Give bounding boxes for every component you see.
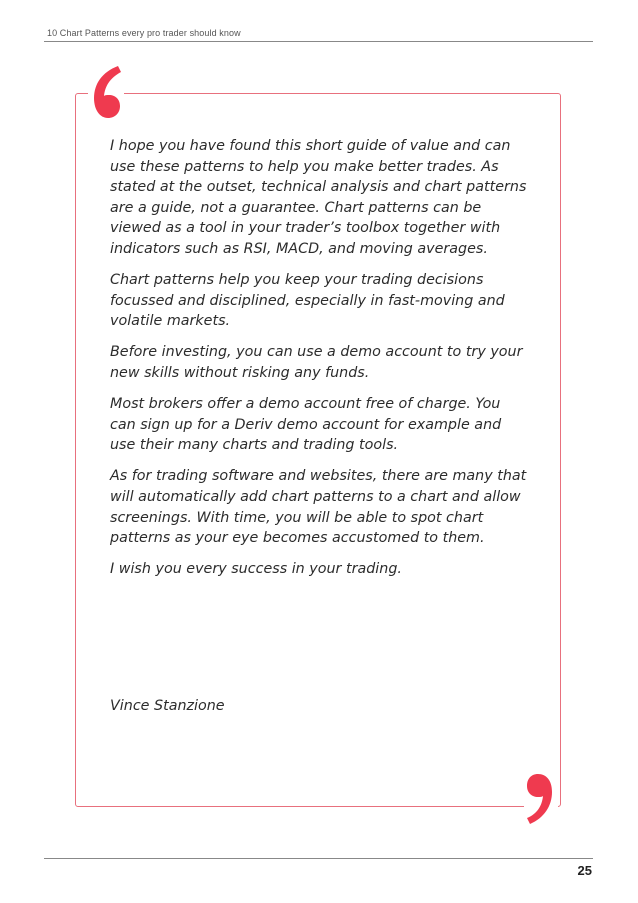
quote-body bbox=[110, 136, 530, 590]
quote-paragraph: As for trading software and websites, there are many that will automatically add chart patterns to a chart and allow screenings. With time, you will be able to spot chart patterns as your eye becomes accustomed to them. bbox=[110, 468, 527, 547]
quote-paragraph: Chart patterns help you keep your trading decisions focussed and disciplined, especially in fast-moving and volatile markets. bbox=[110, 272, 505, 330]
running-header: 10 Chart Patterns every pro trader should know bbox=[47, 28, 241, 38]
quote-paragraph: I wish you every success in your trading. bbox=[110, 561, 402, 578]
footer-divider bbox=[44, 858, 593, 859]
quote-paragraph: Before investing, you can use a demo account to try your new skills without risking any funds. bbox=[110, 344, 523, 381]
quote-paragraph: Most brokers offer a demo account free of charge. You can sign up for a Deriv demo account for example and use their many charts and trading tools. bbox=[110, 396, 502, 454]
header-divider bbox=[44, 41, 593, 42]
close-quote-icon bbox=[524, 772, 558, 828]
author-signature: Vince Stanzione bbox=[110, 698, 225, 714]
quote-paragraph: I hope you have found this short guide of value and can use these patterns to help you make better trades. As stated at the outset, technical analysis and chart patterns are a guide, not a guarantee. Chart patterns can be viewed as a tool in your trader’s toolbox together with indicators such as RSI, MACD, and moving averages. bbox=[110, 138, 527, 257]
page-number: 25 bbox=[577, 863, 592, 878]
open-quote-icon bbox=[88, 62, 124, 122]
